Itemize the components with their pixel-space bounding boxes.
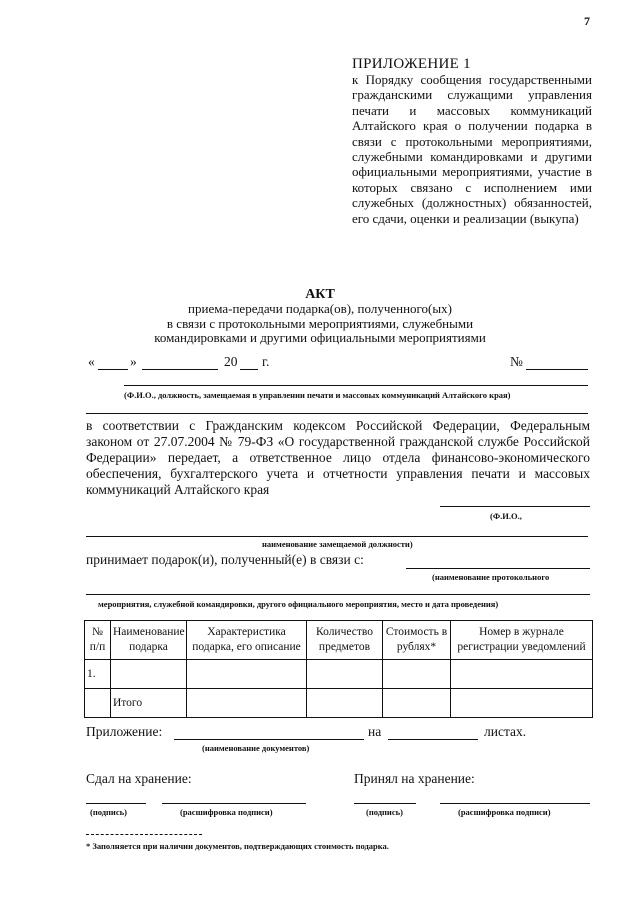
table-cell[interactable] bbox=[187, 689, 307, 718]
year-prefix: 20 bbox=[224, 354, 238, 369]
handover-right-title: Принял на хранение: bbox=[354, 771, 475, 786]
act-subtitle-line: приема-передачи подарка(ов), полученного(ых) bbox=[188, 301, 452, 316]
right-decode-line[interactable] bbox=[440, 803, 590, 804]
table-cell[interactable] bbox=[307, 660, 383, 689]
right-signature-line[interactable] bbox=[354, 803, 416, 804]
caption-decode-left: (расшифровка подписи) bbox=[180, 807, 273, 817]
caption-position: наименование замещаемой должности) bbox=[262, 539, 413, 549]
header-description: Характеристика подарка, его описание bbox=[187, 621, 307, 660]
act-subtitle-line: в связи с протокольными мероприятиями, служебными bbox=[166, 315, 474, 331]
caption-fio: (Ф.И.О., bbox=[490, 511, 522, 521]
transferer-line[interactable] bbox=[86, 413, 588, 414]
year-field[interactable] bbox=[240, 369, 258, 370]
protocol-event-line[interactable] bbox=[406, 568, 590, 569]
act-number-field[interactable] bbox=[526, 369, 588, 370]
receiver-fio-line[interactable] bbox=[440, 506, 590, 507]
accepts-text: принимает подарок(и), полученный(е) в связи с: bbox=[86, 552, 364, 567]
table-cell[interactable] bbox=[111, 660, 187, 689]
header-number: № п/п bbox=[85, 621, 111, 660]
attachment-on: на bbox=[368, 724, 382, 739]
day-field[interactable] bbox=[98, 369, 128, 370]
caption-signature-right: (подпись) bbox=[366, 807, 403, 817]
table-cell[interactable] bbox=[383, 660, 451, 689]
table-cell[interactable] bbox=[451, 689, 593, 718]
handover-left-title: Сдал на хранение: bbox=[86, 771, 192, 786]
footnote-separator bbox=[86, 834, 202, 835]
year-suffix: г. bbox=[262, 354, 270, 369]
table-cell[interactable] bbox=[307, 689, 383, 718]
caption-decode-right: (расшифровка подписи) bbox=[458, 807, 551, 817]
footnote: * Заполняется при наличии документов, подтверждающих стоимость подарка. bbox=[86, 841, 389, 851]
table-row-total bbox=[85, 689, 593, 718]
act-subtitle bbox=[0, 302, 640, 346]
receiver-position-line[interactable] bbox=[86, 536, 588, 537]
caption-documents: (наименование документов) bbox=[202, 743, 310, 753]
caption-fio-position: (Ф.И.О., должность, замещаемая в управлении печати и массовых коммуникаций Алтайского края) bbox=[124, 390, 511, 400]
fio-position-line[interactable] bbox=[124, 385, 588, 386]
appendix-title: ПРИЛОЖЕНИЕ 1 bbox=[352, 56, 471, 72]
table-row bbox=[85, 660, 593, 689]
header-quantity: Количество предметов bbox=[307, 621, 383, 660]
caption-event: мероприятия, служебной командировки, другого официального мероприятия, место и дата проведения) bbox=[98, 599, 499, 609]
number-sign: № bbox=[510, 354, 523, 369]
attachment-label: Приложение: bbox=[86, 724, 163, 739]
table-cell-total: Итого bbox=[111, 689, 187, 718]
attachment-sheets: листах. bbox=[484, 724, 527, 739]
appendix-text: к Порядку сообщения государственными гражданскими служащими управления печати и массовых коммуникаций Алтайского края о получении подарка в связи с протокольными мероприятиями, служебными командировками и другими официальными мероприятиями, участие в которых связано с исполнением ими служебных (должностных) обязанностей, его сдачи, оценки и реализации (выкупа) bbox=[352, 72, 592, 226]
month-field[interactable] bbox=[142, 369, 218, 370]
header-cost: Стоимость в рублях* bbox=[383, 621, 451, 660]
left-decode-line[interactable] bbox=[162, 803, 306, 804]
appendix-block bbox=[352, 56, 592, 226]
caption-signature-left: (подпись) bbox=[90, 807, 127, 817]
table-cell[interactable] bbox=[383, 689, 451, 718]
act-title: АКТ bbox=[305, 287, 335, 302]
header-gift-name: Наименование подарка bbox=[111, 621, 187, 660]
table-cell[interactable] bbox=[187, 660, 307, 689]
table-header-row bbox=[85, 621, 593, 660]
date-close-quote: » bbox=[130, 354, 137, 369]
date-open-quote: « bbox=[88, 354, 95, 369]
table-cell[interactable]: 1. bbox=[85, 660, 111, 689]
main-text: в соответствии с Гражданским кодексом Российской Федерации, Федеральным законом от 27.07.2004 № 79-ФЗ «О государственной гражданской службе Российской Федерации» передает, а ответственное лицо отдела финансово-экономического обеспечения, бухгалтерского учета и отчетности управления печати и массовых коммуникаций Алтайского края bbox=[86, 418, 590, 497]
header-journal-number: Номер в журнале регистрации уведомлений bbox=[451, 621, 593, 660]
table-cell[interactable] bbox=[85, 689, 111, 718]
act-subtitle-line: командировками и другими официальными мероприятиями bbox=[154, 330, 486, 345]
left-signature-line[interactable] bbox=[86, 803, 146, 804]
caption-protocol: (наименование протокольного bbox=[432, 572, 550, 582]
table-cell[interactable] bbox=[451, 660, 593, 689]
page-number: 7 bbox=[584, 14, 590, 28]
attachment-documents-line[interactable] bbox=[174, 739, 364, 740]
attachment-sheets-line[interactable] bbox=[388, 739, 478, 740]
gifts-table bbox=[84, 620, 593, 718]
event-details-line[interactable] bbox=[86, 594, 590, 595]
